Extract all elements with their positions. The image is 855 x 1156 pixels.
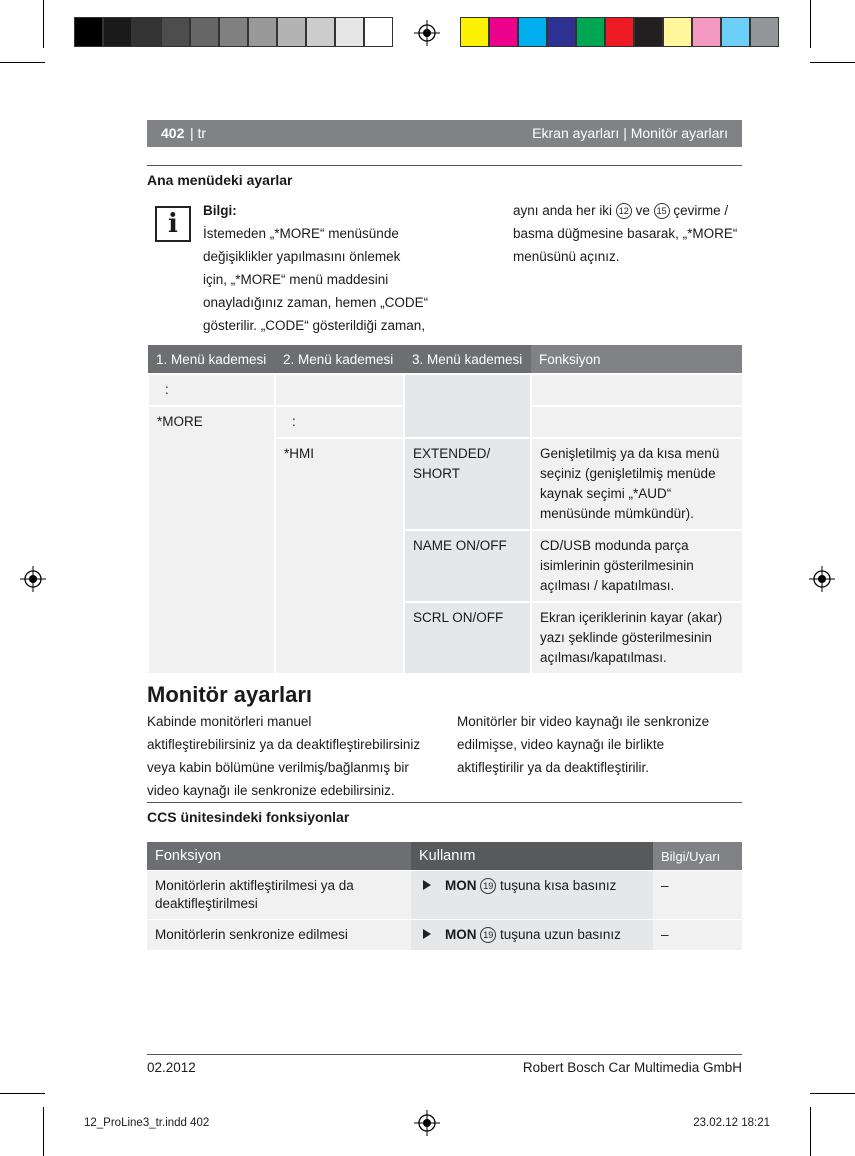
table-header-row: [148, 345, 742, 374]
ellipsis-cell: :: [148, 374, 275, 406]
table-cell: [531, 406, 742, 438]
color-swatch: [750, 17, 779, 47]
text-line: Monitörler bir video kaynağı ile senkronize: [457, 714, 710, 729]
crop-mark: [810, 62, 855, 63]
text-line: aktifleştirilir ya da deaktifleştirilir.: [457, 760, 650, 775]
text-line: edilmişse, video kaynağı ile birlikte: [457, 737, 665, 752]
crop-mark: [0, 1093, 45, 1094]
info-box-right: [513, 199, 748, 268]
divider: [147, 1054, 742, 1055]
monitor-text-left: [147, 710, 447, 802]
color-swatch: [547, 17, 576, 47]
menu-function-cell: Genişletilmiş ya da kısa menü seçiniz (genişletilmiş menüde kaynak seçimi „*AUD“ menüsünde mümkündür).: [531, 438, 742, 530]
text-line: veya kabin bölümüne verilmiş/bağlanmış bir: [147, 760, 409, 775]
menu-option-cell: SCRL ON/OFF: [404, 602, 531, 673]
footer-date: 02.2012: [147, 1060, 196, 1075]
menu-function-cell: CD/USB modunda parça isimlerinin gösterilmesinin açılması / kapatılması.: [531, 530, 742, 602]
crop-mark: [0, 62, 45, 63]
column-header: Fonksiyon: [147, 842, 411, 871]
info-text: çevirme /: [669, 203, 729, 218]
menu-function-cell: Ekran içeriklerinin kayar (akar) yazı şeklinde gösterilmesinin açılması/kapatılması.: [531, 602, 742, 673]
arrow-right-icon: [423, 929, 431, 939]
color-swatch: [460, 17, 489, 47]
crop-mark: [810, 0, 811, 48]
color-swatch: [248, 17, 277, 47]
usage-text: tuşuna kısa basınız: [496, 878, 617, 893]
column-header: 1. Menü kademesi: [148, 345, 275, 374]
note-cell: –: [653, 871, 742, 920]
table-row: [147, 920, 742, 951]
color-calibration-bar: [460, 17, 779, 47]
menu-level2-cell: *HMI: [275, 438, 404, 673]
color-swatch: [219, 17, 248, 47]
crop-mark: [43, 0, 44, 48]
table-header-row: [147, 842, 742, 871]
column-header: Bilgi/Uyarı: [653, 842, 742, 871]
knob-number-badge: 12: [616, 203, 632, 219]
footer-publisher: Robert Bosch Car Multimedia GmbH: [522, 1060, 742, 1075]
text-line: Kabinde monitörleri manuel: [147, 714, 312, 729]
usage-cell: [411, 920, 653, 951]
info-text: ve: [631, 203, 654, 218]
color-swatch: [103, 17, 132, 47]
column-header: Fonksiyon: [531, 345, 742, 374]
info-title: Bilgi:: [203, 203, 237, 218]
slug-timestamp: 23.02.12 18:21: [693, 1117, 770, 1129]
color-swatch: [161, 17, 190, 47]
function-cell: Monitörlerin senkronize edilmesi: [147, 920, 411, 951]
color-swatch: [364, 17, 393, 47]
menu-table: [147, 345, 742, 673]
registration-mark-icon: [809, 566, 835, 592]
menu-option-cell: EXTENDED/ SHORT: [404, 438, 531, 530]
registration-mark-icon: [414, 1110, 440, 1136]
registration-mark-icon: [20, 566, 46, 592]
ccs-heading: CCS ünitesindeki fonksiyonlar: [147, 809, 350, 825]
color-swatch: [489, 17, 518, 47]
table-row: [148, 374, 742, 406]
menu-level1-cell: *MORE: [148, 406, 275, 673]
crop-mark: [43, 1107, 44, 1156]
color-swatch: [306, 17, 335, 47]
color-swatch: [335, 17, 364, 47]
color-swatch: [692, 17, 721, 47]
color-swatch: [277, 17, 306, 47]
column-header: 3. Menü kademesi: [404, 345, 531, 374]
info-line: değişiklikler yapılmasını önlemek: [203, 249, 401, 264]
color-swatch: [190, 17, 219, 47]
table-cell: [531, 374, 742, 406]
color-swatch: [518, 17, 547, 47]
usage-text: tuşuna uzun basınız: [496, 927, 621, 942]
column-header: Kullanım: [411, 842, 653, 871]
usage-cell: [411, 871, 653, 920]
info-icon: i: [155, 206, 191, 242]
column-header: 2. Menü kademesi: [275, 345, 404, 374]
info-line: gösterilir. „CODE“ gösterildiği zaman,: [203, 318, 426, 333]
ccs-table: [147, 842, 742, 950]
divider: [147, 802, 742, 803]
crop-mark: [810, 1107, 811, 1156]
color-swatch: [132, 17, 161, 47]
color-swatch: [663, 17, 692, 47]
gray-calibration-bar: [74, 17, 393, 47]
knob-number-badge: 15: [654, 203, 670, 219]
section-title: Ekran ayarları | Monitör ayarları: [532, 125, 728, 141]
function-cell: Monitörlerin aktifleştirilmesi ya da deaktifleştirilmesi: [147, 871, 411, 920]
page-header: [147, 120, 742, 147]
key-label: MON: [445, 927, 477, 942]
registration-mark-icon: [414, 20, 440, 46]
color-swatch: [74, 17, 103, 47]
table-cell: [275, 374, 404, 406]
color-swatch: [721, 17, 750, 47]
table-cell: [404, 374, 531, 438]
crop-mark: [810, 1093, 855, 1094]
monitor-heading: Monitör ayarları: [147, 682, 313, 707]
arrow-right-icon: [423, 880, 431, 890]
table-row: [147, 871, 742, 920]
info-line: İstemeden „*MORE“ menüsünde: [203, 226, 399, 241]
divider: [147, 165, 742, 166]
color-swatch: [634, 17, 663, 47]
info-line: menüsünü açınız.: [513, 249, 620, 264]
info-line: [513, 199, 748, 222]
color-swatch: [576, 17, 605, 47]
main-menu-heading: Ana menüdeki ayarlar: [147, 172, 293, 188]
key-number-badge: 19: [480, 927, 496, 943]
menu-option-cell: NAME ON/OFF: [404, 530, 531, 602]
ellipsis-cell: :: [275, 406, 404, 438]
page-number: 402: [161, 125, 185, 141]
key-label: MON: [445, 878, 477, 893]
slug-filename: 12_ProLine3_tr.indd 402: [84, 1117, 210, 1129]
info-line: onayladığınız zaman, hemen „CODE“: [203, 295, 429, 310]
color-swatch: [605, 17, 634, 47]
text-line: video kaynağı ile senkronize edebilirsiniz.: [147, 783, 395, 798]
info-box-left: [203, 199, 443, 337]
monitor-text-right: [457, 710, 747, 779]
note-cell: –: [653, 920, 742, 951]
text-line: aktifleştirebilirsiniz ya da deaktifleştirebilirsiniz: [147, 737, 421, 752]
info-line: için, „*MORE“ menü maddesini: [203, 272, 389, 287]
key-number-badge: 19: [480, 878, 496, 894]
info-text: aynı anda her iki: [513, 203, 616, 218]
info-line: basma düğmesine basarak, „*MORE“: [513, 226, 738, 241]
language-code: | tr: [190, 125, 207, 141]
